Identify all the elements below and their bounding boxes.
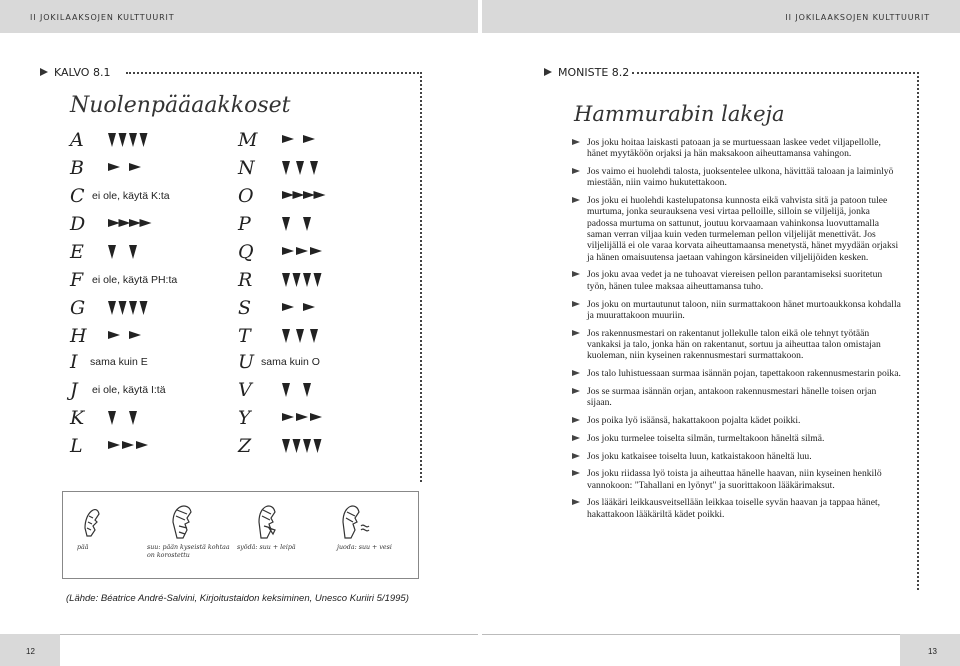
bullet-arrow-icon	[572, 301, 580, 307]
alphabet-letter: U	[238, 351, 255, 373]
law-text: Jos joku on murtautunut taloon, niin surmattakoon hänet murtoaukkonsa kohdalla ja muurattakoon muuriin.	[587, 298, 901, 321]
bullet-arrow-icon	[572, 499, 580, 505]
bullet-arrow-icon	[572, 470, 580, 476]
alphabet-letter: J	[70, 379, 78, 401]
bullet-arrow-icon	[572, 197, 580, 203]
cuneiform-sign	[104, 325, 156, 354]
law-item	[572, 451, 902, 462]
cuneiform-sign	[104, 241, 156, 270]
bullet-arrow-icon	[572, 271, 580, 277]
law-text: Jos joku hoitaa laiskasti patoaan ja se murtuessaan laskee vedet viljapellolle, hänet myytäköön orjaksi ja hän maksakoon aiheuttamansa vahingon.	[587, 137, 881, 160]
bullet-arrow-icon	[572, 435, 580, 441]
alphabet-letter: H	[70, 325, 87, 347]
left-header-bar	[0, 0, 478, 33]
page-title: Hammurabin lakeja	[574, 102, 785, 126]
law-item	[572, 497, 902, 520]
bullet-arrow-icon	[572, 417, 580, 423]
cuneiform-sign	[104, 435, 156, 464]
page-title: Nuolenpääaakkoset	[70, 93, 291, 118]
right-header-bar	[482, 0, 960, 33]
pictogram-panel	[62, 491, 419, 579]
cuneiform-sign	[278, 157, 330, 186]
alphabet-letter: R	[238, 269, 253, 291]
alphabet-letter: G	[70, 297, 86, 319]
alphabet-letter: Z	[238, 435, 252, 457]
cuneiform-sign	[278, 325, 330, 354]
cuneiform-sign	[278, 213, 330, 242]
law-text: Jos joku ei huolehdi kastelupatonsa kunnosta eikä vahvista sitä ja patoon tulee murtuma, jonka seurauksena vesi virtaa pelloille, silloin se viljelijä, jonka padossa murtuma on sattunut, joutuu korvaamaan vahinkonsa luovuttamalla saman verran viljaa kuin veden turmeleman pellon viljelijät menettivät. Jos viljelijällä ei ole varaa korvata aiheuttamaansa menetystä, hänet myydään orjaksi ja hänen omaisuutensa jaetaan vahingon kärsineiden viljelijöiden kesken.	[587, 195, 899, 263]
cuneiform-sign	[104, 407, 156, 436]
alphabet-letter: B	[70, 157, 84, 179]
law-text: Jos rakennusmestari on rakentanut jollekulle talon eikä ole tehnyt työtään vankaksi ja talo, jonka hän on rakentanut, sortuu ja aiheuttaa talon omistajan kuoleman, niin kyseinen rakennusmestari surmattakoon.	[587, 327, 881, 362]
cuneiform-sign	[278, 241, 330, 270]
alphabet-letter: I	[70, 351, 78, 373]
bullet-arrow-icon	[572, 388, 580, 394]
law-item	[572, 299, 902, 322]
slide-label: MONISTE 8.2	[544, 66, 629, 79]
alphabet-letter: Q	[238, 241, 254, 263]
alphabet-note: ei ole, käytä I:tä	[92, 384, 166, 396]
alphabet-letter: D	[70, 213, 86, 235]
alphabet-letter: L	[70, 435, 83, 457]
alphabet-letter: S	[238, 297, 252, 319]
page-number: 12	[26, 647, 35, 656]
alphabet-letter: C	[70, 185, 85, 207]
source-citation: (Lähde: Béatrice André-Salvini, Kirjoitustaidon keksiminen, Unesco Kuriiri 5/1995)	[66, 593, 409, 604]
alphabet-letter: O	[238, 185, 254, 207]
cuneiform-glyph	[278, 241, 330, 265]
bullet-arrow-icon	[572, 370, 580, 376]
alphabet-letter: A	[70, 129, 84, 151]
alphabet-note: ei ole, käytä PH:ta	[92, 274, 178, 286]
alphabet-note: ei ole, käytä K:ta	[92, 190, 170, 202]
cuneiform-sign	[278, 435, 330, 464]
alphabet-letter: Y	[238, 407, 251, 429]
cuneiform-glyph	[278, 297, 330, 321]
cuneiform-glyph	[104, 129, 156, 153]
law-text: Jos se surmaa isännän orjan, antakoon rakennusmestari hänelle toisen orjan sijaan.	[587, 385, 877, 409]
cuneiform-glyph	[278, 269, 330, 293]
alphabet-letter: T	[238, 325, 251, 347]
law-text: Jos joku avaa vedet ja ne tuhoavat viereisen pellon parantamiseksi suoritetun työn, hänen tulee maksaa aiheuttamansa tuho.	[587, 269, 883, 292]
law-item	[572, 328, 902, 362]
alphabet-letter: M	[238, 129, 258, 151]
law-item	[572, 166, 902, 189]
law-item	[572, 386, 902, 409]
cuneiform-sign	[278, 185, 330, 214]
law-text: Jos joku riidassa lyö toista ja aiheuttaa hänelle haavan, niin kyseinen henkilö vannokoon: "Tahallani en lyönyt" ja suorittakoon lääkärimaksut.	[587, 468, 882, 491]
law-item	[572, 368, 902, 379]
law-text: Jos joku turmelee toiselta silmän, turmeltakoon häneltä silmä.	[587, 432, 825, 444]
bullet-arrow-icon	[572, 139, 580, 145]
bullet-arrow-icon	[572, 453, 580, 459]
mouth-pictogram	[173, 506, 191, 538]
cuneiform-sign	[104, 157, 156, 186]
footer-rule	[482, 634, 900, 635]
cuneiform-sign	[278, 269, 330, 298]
bullet-arrow-icon	[572, 168, 580, 174]
cuneiform-glyph	[278, 407, 330, 431]
cuneiform-glyph	[104, 297, 156, 321]
cuneiform-glyph	[278, 435, 330, 459]
cuneiform-glyph	[104, 157, 156, 181]
left-header-label: II JOKILAAKSOJEN KULTTUURIT	[30, 13, 175, 22]
cuneiform-glyph	[278, 213, 330, 237]
law-item	[572, 137, 902, 160]
alphabet-letter: P	[238, 213, 251, 235]
pictogram-caption: juoda: suu + vesi	[337, 544, 392, 551]
law-item	[572, 433, 902, 444]
law-item	[572, 415, 902, 426]
law-text: Jos lääkäri leikkausveitsellään leikkaa toiselle syvän haavan ja tappaa hänet, hakattakoon lääkäriltä kädet poikki.	[587, 497, 881, 520]
law-text: Jos talo luhistuessaan surmaa isännän pojan, tapettakoon rakennusmestarin poika.	[587, 368, 901, 380]
page-number-box	[900, 634, 960, 666]
cuneiform-sign	[278, 129, 330, 158]
cuneiform-glyph	[278, 129, 330, 153]
head-pictogram	[85, 510, 99, 536]
alphabet-note: sama kuin O	[261, 356, 320, 368]
alphabet-letter: V	[238, 379, 252, 401]
cuneiform-sign	[104, 213, 156, 242]
cuneiform-sign	[278, 407, 330, 436]
laws-list	[572, 137, 902, 527]
cuneiform-glyph	[278, 325, 330, 349]
cuneiform-sign	[278, 379, 330, 408]
alphabet-letter: E	[70, 241, 84, 263]
pictogram-caption: pää	[77, 544, 89, 551]
slide-label: KALVO 8.1	[40, 66, 110, 79]
law-text: Jos vaimo ei huolehdi talosta, juoksentelee ulkona, hävittää taloaan ja laiminlyö miestään, niin vaimo hukutettakoon.	[587, 166, 894, 189]
cuneiform-sign	[104, 129, 156, 158]
cuneiform-glyph	[104, 213, 156, 237]
cuneiform-sign	[104, 297, 156, 326]
law-item	[572, 195, 902, 263]
law-text: Jos poika lyö isäänsä, hakattakoon pojalta kädet poikki.	[587, 414, 801, 426]
bullet-arrow-icon	[572, 330, 580, 336]
arrow-icon	[544, 68, 552, 76]
cuneiform-glyph	[278, 379, 330, 403]
cuneiform-glyph	[278, 185, 330, 209]
alphabet-letter: F	[70, 269, 84, 291]
pictogram-caption: suu: pään kyseistä kohtaa on korostettu	[147, 544, 230, 559]
cuneiform-sign	[278, 297, 330, 326]
law-item	[572, 468, 902, 491]
cuneiform-glyph	[278, 157, 330, 181]
alphabet-letter: N	[238, 157, 255, 179]
cuneiform-glyph	[104, 241, 156, 265]
eat-pictogram	[259, 506, 275, 538]
pictogram-drawings	[63, 492, 418, 578]
cuneiform-glyph	[104, 435, 156, 459]
law-item	[572, 269, 902, 292]
page-number: 13	[928, 647, 937, 656]
arrow-icon	[40, 68, 48, 76]
cuneiform-glyph	[104, 407, 156, 431]
alphabet-note: sama kuin E	[90, 356, 148, 368]
page-number-box	[0, 634, 60, 666]
footer-rule	[60, 634, 478, 635]
cuneiform-glyph	[104, 325, 156, 349]
law-text: Jos joku katkaisee toiselta luun, katkaistakoon häneltä luu.	[587, 450, 812, 462]
drink-pictogram	[343, 506, 369, 538]
pictogram-caption: syödä: suu + leipä	[237, 544, 296, 551]
right-header-label: II JOKILAAKSOJEN KULTTUURIT	[785, 13, 930, 22]
alphabet-letter: K	[70, 407, 85, 429]
